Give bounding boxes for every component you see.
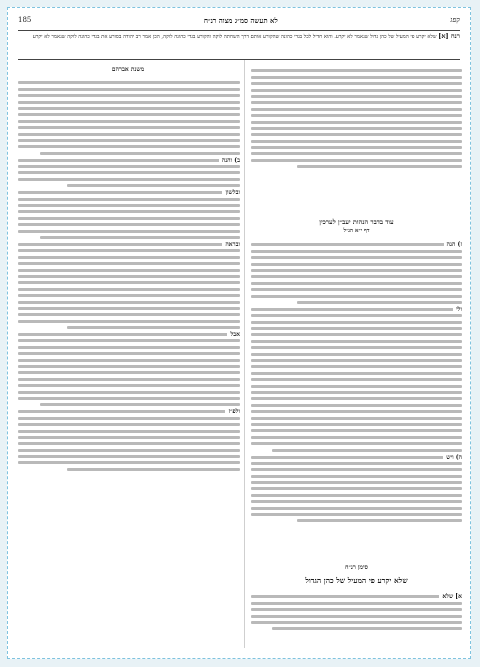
- column-divider: [244, 60, 245, 648]
- right-paragraph: [251, 305, 462, 452]
- paragraph-head: ולי: [453, 306, 462, 313]
- left-paragraph: [18, 410, 240, 471]
- section-subtitle: דף י״א הנ״ל: [343, 228, 370, 234]
- paragraph-head: ב) והנה: [219, 157, 240, 164]
- section-title: עוד בדבר הנהות יעב״ן לערכין: [319, 218, 394, 226]
- paragraph-head: ולפ״ז: [225, 408, 240, 415]
- left-column-title: משנת אברהם: [111, 66, 145, 73]
- right-column-body: [251, 240, 462, 560]
- paragraph-head: א] שלא: [439, 593, 462, 600]
- right-paragraph: [251, 595, 462, 630]
- page-header: [18, 14, 460, 26]
- page-number-right: קפג: [450, 16, 460, 24]
- left-paragraph: [18, 191, 240, 239]
- running-title: לא תעשה סמ״ג מצוה רנ״ח: [203, 15, 278, 25]
- main-text-block: [18, 30, 460, 60]
- siman-body: [251, 592, 462, 652]
- right-column-top: [251, 66, 462, 216]
- main-text-lead: רנח [א]: [438, 32, 460, 40]
- left-column: [18, 78, 240, 656]
- page: [7, 7, 471, 659]
- page-number-left: 185: [18, 16, 32, 24]
- siman-subtitle: שלא יקרע פי המעיל של כהן הגדול: [305, 576, 408, 585]
- paragraph-head: ובראה: [222, 241, 240, 248]
- left-paragraph: [18, 156, 240, 188]
- paragraph-head: ובלשון: [222, 189, 240, 196]
- main-text-body: שלא יקרע פי המעיל של כהן גדול שנאמר לא יקרע. והוא חדיל לכל בגדי כהונה שהקורע אותם דרך השחתה לוקה והקורע בגדי כהונה לוקה, הכן אמר רב יהודה בסורע את בגדי כהונה לוקה שנאמר לא יקרע: [32, 34, 437, 40]
- paragraph-head: ז) הנה: [444, 241, 462, 248]
- right-paragraph: [251, 453, 462, 523]
- left-paragraph: [18, 333, 240, 406]
- siman-title: סימן רנ״ח: [345, 564, 368, 571]
- right-paragraph: [251, 243, 462, 304]
- left-paragraph: [18, 240, 240, 329]
- left-paragraph: [18, 81, 240, 154]
- paragraph-head: ה) ויש: [443, 454, 462, 461]
- paragraph-head: אבל: [227, 331, 240, 338]
